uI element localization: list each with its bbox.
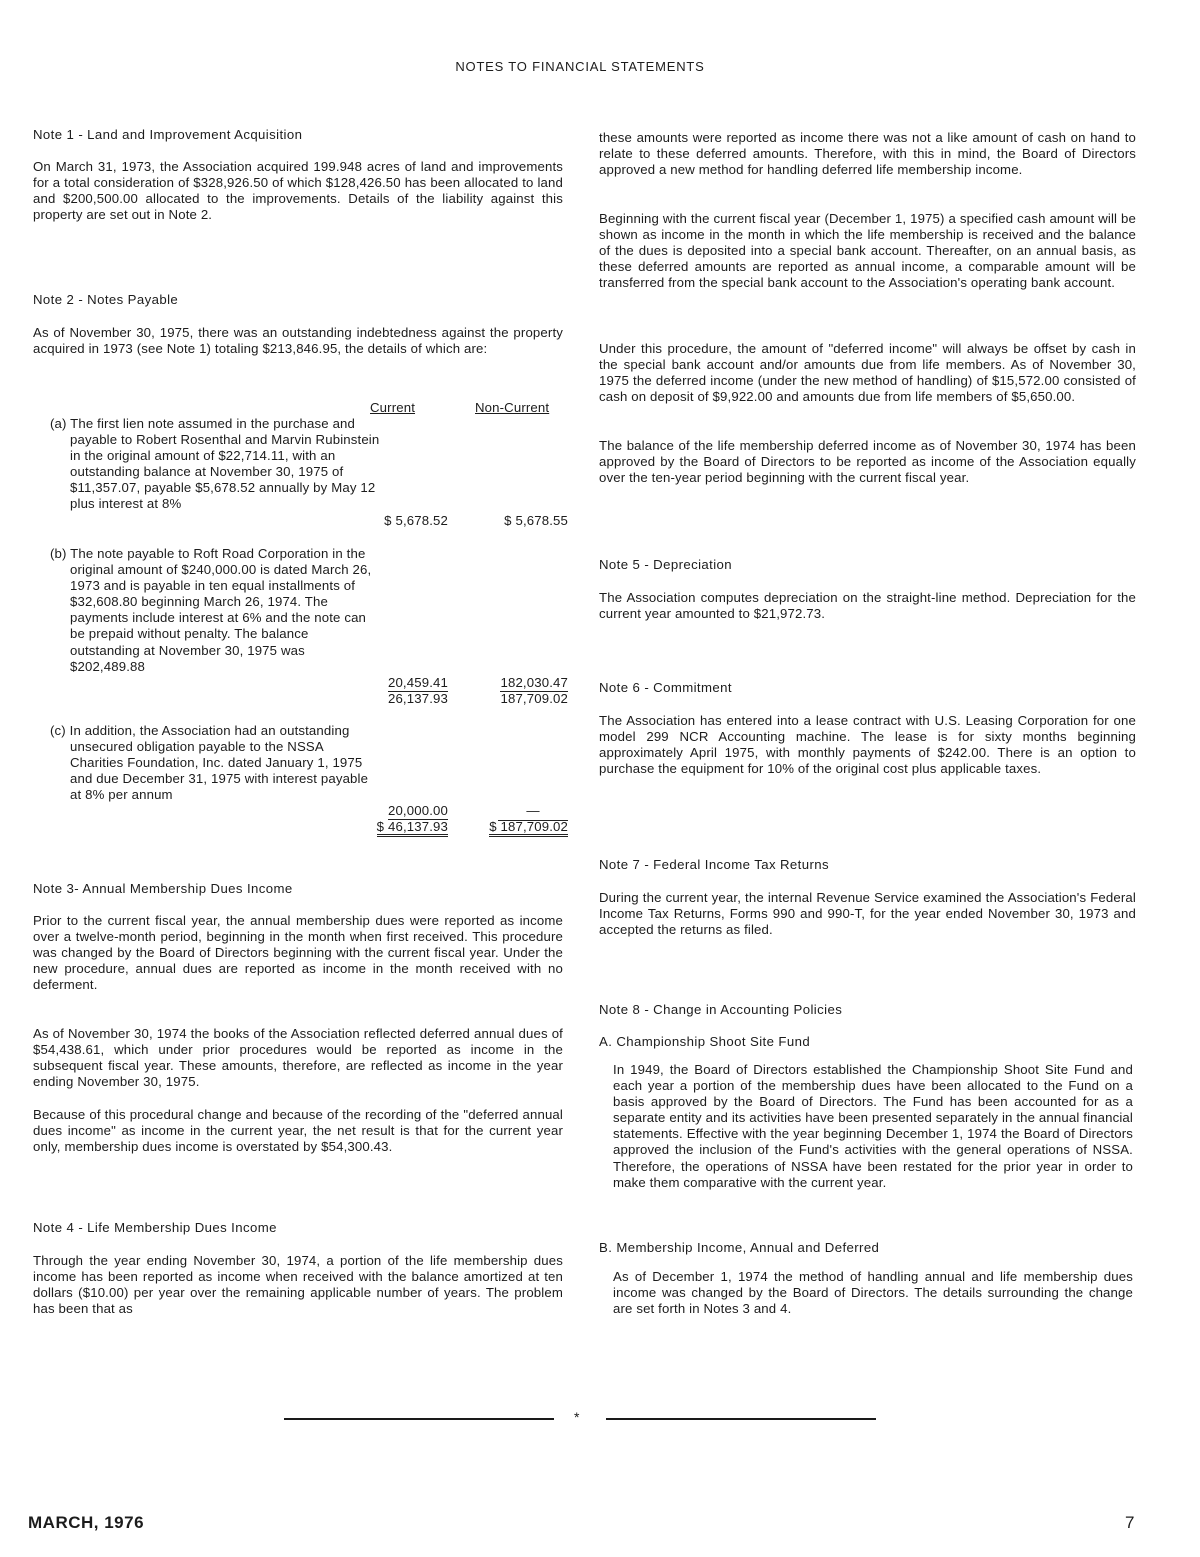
item-b-text: (b) The note payable to Roft Road Corporation in the original amount of $240,000.00 is dated March 26, 1973 and is payable in ten equal installments of $32,608.80 beginning March 26, 1974. The payments include interest at 6% and the note can be prepaid without penalty. The balance outstanding at November 30, 1975 was $202,489.88: [50, 546, 372, 674]
total-noncurrent-value: $ 187,709.02: [489, 819, 568, 837]
note-8-heading: Note 8 - Change in Accounting Policies: [599, 1002, 843, 1017]
note-3-paragraph-1: Prior to the current fiscal year, the annual membership dues were reported as income over a twelve-month period, beginning in the month when first received. This procedure was changed by the Board of Directors beginning with the current fiscal year. Under the new procedure, annual dues are reported as income in the month received with no deferment.: [33, 913, 563, 993]
item-c-current-value: 20,000.00: [387, 803, 448, 818]
page-number: 7: [1125, 1513, 1135, 1532]
note-8-text-a: In 1949, the Board of Directors established the Championship Shoot Site Fund and each year a portion of the membership dues have been allocated to the Fund on a basis approved by the Board of Directors. The Fund has been accounted for as a separate entity and its activities have been presented separately in the annual financial statements. Effective with the year beginning December 1, 1974 the Board of Directors approved the inclusion of the Fund's activities with the general operations of NSSA. Therefore, the operations of NSSA have been restated for the prior year in order to make them comparative with the current year.: [613, 1062, 1133, 1190]
divider-ornament: *: [574, 1409, 580, 1425]
note-3-paragraph-2: As of November 30, 1974 the books of the Association reflected deferred annual dues of $54,438.61, which under prior procedures would be reported as income in the subsequent fiscal year. These amounts, therefore, are reflected as income in the year ending November 30, 1975.: [33, 1026, 563, 1090]
item-c-text: (c) In addition, the Association had an outstanding unsecured obligation payable to the NSSA Charities Foundation, Inc. dated January 1, 1975 and due December 31, 1975 with interest payable at 8% per annum: [50, 723, 369, 803]
note-4-paragraph-1-continued: these amounts were reported as income there was not a like amount of cash on hand to relate to these deferred amounts. Therefore, with this in mind, the Board of Directors approved a new method for handling deferred life membership income.: [599, 130, 1136, 178]
item-a-text: (a) The first lien note assumed in the purchase and payable to Robert Rosenthal and Marvin Rubinstein in the original amount of $22,714.11, with an outstanding balance at November 30, 1975 of $11,357.07, payable $5,678.52 annually by May 12 plus interest at 8%: [50, 416, 380, 512]
total-noncurrent: [458, 819, 568, 835]
total-current-value: $ 46,137.93: [377, 819, 448, 837]
note-8-subheading-a: A. Championship Shoot Site Fund: [599, 1034, 811, 1049]
divider-rule-right: [606, 1418, 876, 1420]
note-6-heading: Note 6 - Commitment: [599, 680, 732, 695]
note-6-text: The Association has entered into a lease contract with U.S. Leasing Corporation for one model 299 NCR Accounting machine. The lease is for sixty months beginning approximately April 1975, with monthly payments of $242.00. There is an option to purchase the equipment for 10% of the original cost plus applicable taxes.: [599, 713, 1136, 777]
divider-rule-left: [284, 1418, 554, 1420]
subtotal-current: 26,137.93: [387, 691, 448, 706]
item-b-current: [333, 675, 448, 691]
item-b-noncurrent: [458, 675, 568, 691]
left-column: [33, 0, 568, 1557]
note-1-heading: Note 1 - Land and Improvement Acquisition: [33, 127, 303, 142]
note-8-text-b: As of December 1, 1974 the method of handling annual and life membership dues income was changed by the Board of Directors. The details surrounding the change are set forth in Notes 3 and 4.: [613, 1269, 1133, 1317]
note-7-heading: Note 7 - Federal Income Tax Returns: [599, 857, 829, 872]
item-a-noncurrent: $ 5,678.55: [504, 513, 568, 528]
note-2-item-a: [50, 416, 380, 513]
item-a-current: $ 5,678.52: [384, 513, 448, 528]
note-2-intro: As of November 30, 1975, there was an outstanding indebtedness against the property acquired in 1973 (see Note 1) totaling $213,846.95, the details of which are:: [33, 325, 563, 357]
note-3-paragraph-3: Because of this procedural change and because of the recording of the "deferred annual dues income" as income in the current year, the net result is that for the current year only, membership dues income is overstated by $54,300.43.: [33, 1107, 563, 1155]
item-b-noncurrent-value: 182,030.47: [500, 675, 568, 690]
column-header-current: Current: [370, 400, 416, 415]
page-title: NOTES TO FINANCIAL STATEMENTS: [455, 59, 705, 74]
right-column: [599, 0, 1136, 1557]
note-7-text: During the current year, the internal Revenue Service examined the Association's Federal Income Tax Returns, Forms 990 and 990-T, for the year ended November 30, 1973 and accepted the returns as filed.: [599, 890, 1136, 938]
footer-issue-date: MARCH, 1976: [28, 1513, 145, 1532]
note-2-item-b: [50, 546, 380, 675]
item-b-current-value: 20,459.41: [387, 675, 448, 690]
item-c-current: [333, 803, 448, 819]
note-4-paragraph-4: The balance of the life membership deferred income as of November 30, 1974 has been approved by the Board of Directors to be reported as income of the Association equally over the ten-year period beginning with the current fiscal year.: [599, 438, 1136, 486]
note-4-heading: Note 4 - Life Membership Dues Income: [33, 1220, 277, 1235]
note-5-text: The Association computes depreciation on the straight-line method. Depreciation for the current year amounted to $21,972.73.: [599, 590, 1136, 622]
note-1-text: On March 31, 1973, the Association acquired 199.948 acres of land and improvements for a total consideration of $328,926.50 of which $128,426.50 has been allocated to land and $200,500.00 allocated to the improvements. Details of the liability against this property are set out in Note 2.: [33, 159, 563, 223]
note-4-paragraph-2: Beginning with the current fiscal year (December 1, 1975) a specified cash amount will be shown as income in the month in which the life membership is received and the balance of the dues is deposited into a special bank account. Thereafter, on an annual basis, as these deferred amounts are reported as annual income, a comparable amount will be transferred from the special bank account to the Association's operating bank account.: [599, 211, 1136, 291]
note-8-subheading-b: B. Membership Income, Annual and Deferred: [599, 1240, 880, 1255]
note-3-heading: Note 3- Annual Membership Dues Income: [33, 881, 293, 896]
item-c-noncurrent-value: —: [498, 803, 568, 821]
subtotal-noncurrent: 187,709.02: [500, 691, 568, 706]
note-5-heading: Note 5 - Depreciation: [599, 557, 733, 572]
note-4-paragraph-3: Under this procedure, the amount of "deferred income" will always be offset by cash in the special bank account and/or amounts due from life members. As of November 30, 1975 the deferred income (under the new method of handling) of $15,572.00 consisted of cash on deposit of $9,922.00 and amounts due from life members of $5,650.00.: [599, 341, 1136, 405]
note-2-item-c: [50, 723, 380, 803]
total-current: [333, 819, 448, 835]
note-4-paragraph-1: Through the year ending November 30, 1974, a portion of the life membership dues income has been reported as income when received with the balance amortized at ten dollars ($10.00) per year over the remaining applicable number of years. The problem has been that as: [33, 1253, 563, 1317]
column-header-noncurrent: Non-Current: [475, 400, 550, 415]
note-2-heading: Note 2 - Notes Payable: [33, 292, 179, 307]
